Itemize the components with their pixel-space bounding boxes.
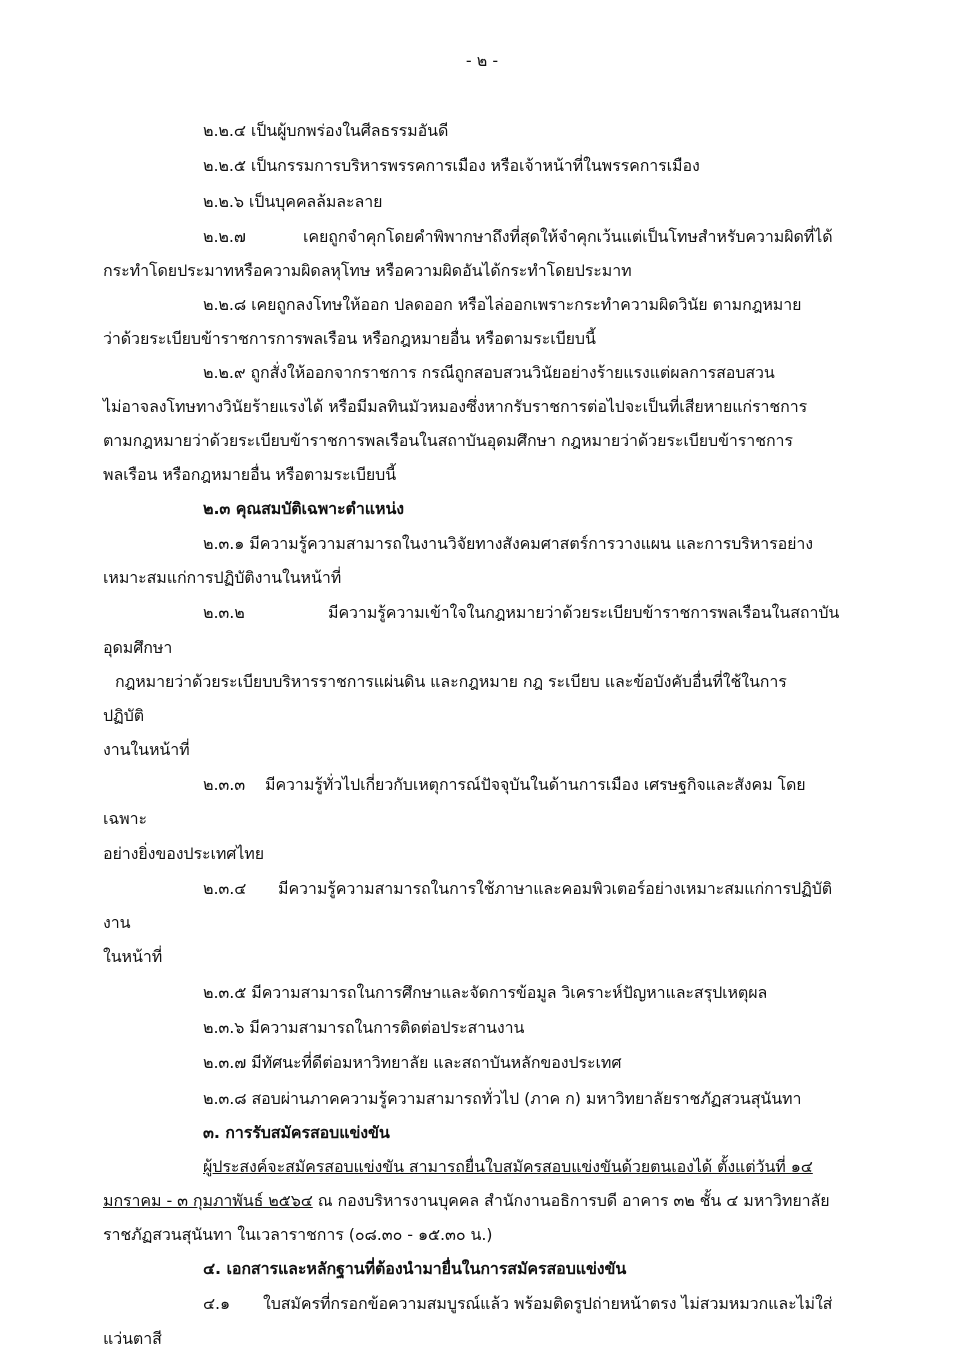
item-2-2-9-cont-1: ไม่อาจลงโทษทางวินัยร้ายแรงได้ หรือมีมลทินมัวหมองซึ่งหากรับราชการต่อไปจะเป็นที่เสียหายแก่ราชการ (103, 397, 808, 416)
item-4-1-number: ๔.๑ (203, 1294, 231, 1313)
item-2-2-6: ๒.๒.๖ เป็นบุคคลล้มละลาย (203, 192, 383, 211)
item-2-3-6: ๒.๓.๖ มีความสามารถในการติดต่อประสานงาน (203, 1018, 525, 1037)
heading-2-3: ๒.๓ คุณสมบัติเฉพาะตำแหน่ง (203, 499, 405, 518)
item-2-3-8: ๒.๓.๘ สอบผ่านภาคความรู้ความสามารถทั่วไป (ภาค ก) มหาวิทยาลัยราชภัฏสวนสุนันทา (203, 1089, 802, 1108)
item-2-3-4-text: มีความรู้ความสามารถในการใช้ภาษาและคอมพิวเตอร์อย่างเหมาะสมแก่การปฏิบัติ (278, 879, 833, 898)
item-2-3-2-cont-1: อุดมศึกษา (103, 638, 173, 657)
application-period-line-2 (103, 1190, 830, 1212)
heading-4: ๔. เอกสารและหลักฐานที่ต้องนำมายื่นในการสมัครสอบแข่งขัน (203, 1259, 627, 1278)
item-2-2-7-text: เคยถูกจำคุกโดยคำพิพากษาถึงที่สุดให้จำคุกเว้นแต่เป็นโทษสำหรับความผิดที่ได้ (303, 227, 833, 246)
item-2-2-7-number: ๒.๒.๗ (203, 227, 246, 246)
heading-3: ๓. การรับสมัครสอบแข่งขัน (203, 1123, 390, 1142)
item-2-2-8-cont: ว่าด้วยระเบียบข้าราชการการพลเรือน หรือกฎหมายอื่น หรือตามระเบียบนี้ (103, 329, 596, 348)
item-2-3-4-cont-1: งาน (103, 913, 131, 932)
item-2-3-2-text: มีความรู้ความเข้าใจในกฎหมายว่าด้วยระเบียบข้าราชการพลเรือนในสถาบัน (328, 603, 840, 622)
item-2-2-4: ๒.๒.๔ เป็นผู้บกพร่องในศีลธรรมอันดี (203, 121, 449, 140)
item-2-3-2-cont-3: ปฏิบัติ (103, 706, 145, 725)
item-2-3-2-number: ๒.๓.๒ (203, 603, 245, 622)
item-2-3-1: ๒.๓.๑ มีความรู้ความสามารถในงานวิจัยทางสังคมศาสตร์การวางแผน และการบริหารอย่าง (203, 534, 814, 553)
item-4-1-cont: แว่นตาสี (103, 1329, 162, 1348)
item-2-2-5: ๒.๒.๕ เป็นกรรมการบริหารพรรคการเมือง หรือเจ้าหน้าที่ในพรรคการเมือง (203, 156, 700, 175)
item-2-3-2-cont-2: กฎหมายว่าด้วยระเบียบบริหารราชการแผ่นดิน และกฎหมาย กฎ ระเบียบ และข้อบังคับอื่นที่ใช้ในการ (115, 672, 787, 691)
item-2-3-3-cont-1: เฉพาะ (103, 809, 147, 828)
application-location: ณ กองบริหารงานบุคคล สำนักงานอธิการบดี อาคาร ๓๒ ชั้น ๔ มหาวิทยาลัย (312, 1191, 830, 1210)
item-2-3-7: ๒.๓.๗ มีทัศนะที่ดีต่อมหาวิทยาลัย และสถาบันหลักของประเทศ (203, 1053, 622, 1072)
item-2-2-9: ๒.๒.๙ ถูกสั่งให้ออกจากราชการ กรณีถูกสอบสวนวินัยอย่างร้ายแรงแต่ผลการสอบสวน (203, 363, 775, 382)
item-2-2-8: ๒.๒.๘ เคยถูกลงโทษให้ออก ปลดออก หรือไล่ออกเพราะกระทำความผิดวินัย ตามกฎหมาย (203, 295, 802, 314)
item-2-3-1-cont: เหมาะสมแก่การปฏิบัติงานในหน้าที่ (103, 568, 342, 587)
item-2-3-3-text: มีความรู้ทั่วไปเกี่ยวกับเหตุการณ์ปัจจุบันในด้านการเมือง เศรษฐกิจและสังคม โดย (265, 775, 806, 794)
application-period-line-3: ราชภัฏสวนสุนันทา ในเวลาราชการ (๐๘.๓๐ - ๑๕.๓๐ น.) (103, 1225, 493, 1244)
page-number: - ๒ - (465, 51, 499, 70)
application-period-line-1: ผู้ประสงค์จะสมัครสอบแข่งขัน สามารถยื่นใบสมัครสอบแข่งขันด้วยตนเองได้ ตั้งแต่วันที่ ๑๔ (203, 1157, 813, 1176)
item-2-3-4-cont-2: ในหน้าที่ (103, 947, 163, 966)
item-4-1-text: ใบสมัครที่กรอกข้อความสมบูรณ์แล้ว พร้อมติดรูปถ่ายหน้าตรง ไม่สวมหมวกและไม่ใส่ (263, 1294, 833, 1313)
item-2-3-5: ๒.๓.๕ มีความสามารถในการศึกษาและจัดการข้อมูล วิเคราะห์ปัญหาและสรุปเหตุผล (203, 983, 768, 1002)
item-2-2-9-cont-2: ตามกฎหมายว่าด้วยระเบียบข้าราชการพลเรือนในสถาบันอุดมศึกษา กฎหมายว่าด้วยระเบียบข้าราชการ (103, 431, 793, 450)
item-2-2-7-cont: กระทำโดยประมาทหรือความผิดลหุโทษ หรือความผิดอันได้กระทำโดยประมาท (103, 261, 632, 280)
item-2-3-2-cont-4: งานในหน้าที่ (103, 740, 190, 759)
item-2-3-3-number: ๒.๓.๓ (203, 775, 246, 794)
item-2-3-4-number: ๒.๓.๔ (203, 879, 247, 898)
application-date-range: มกราคม - ๓ กุมภาพันธ์ ๒๕๖๔ (103, 1191, 313, 1210)
item-2-3-3-cont-2: อย่างยิ่งของประเทศไทย (103, 844, 265, 863)
item-2-2-9-cont-3: พลเรือน หรือกฎหมายอื่น หรือตามระเบียบนี้ (103, 465, 397, 484)
